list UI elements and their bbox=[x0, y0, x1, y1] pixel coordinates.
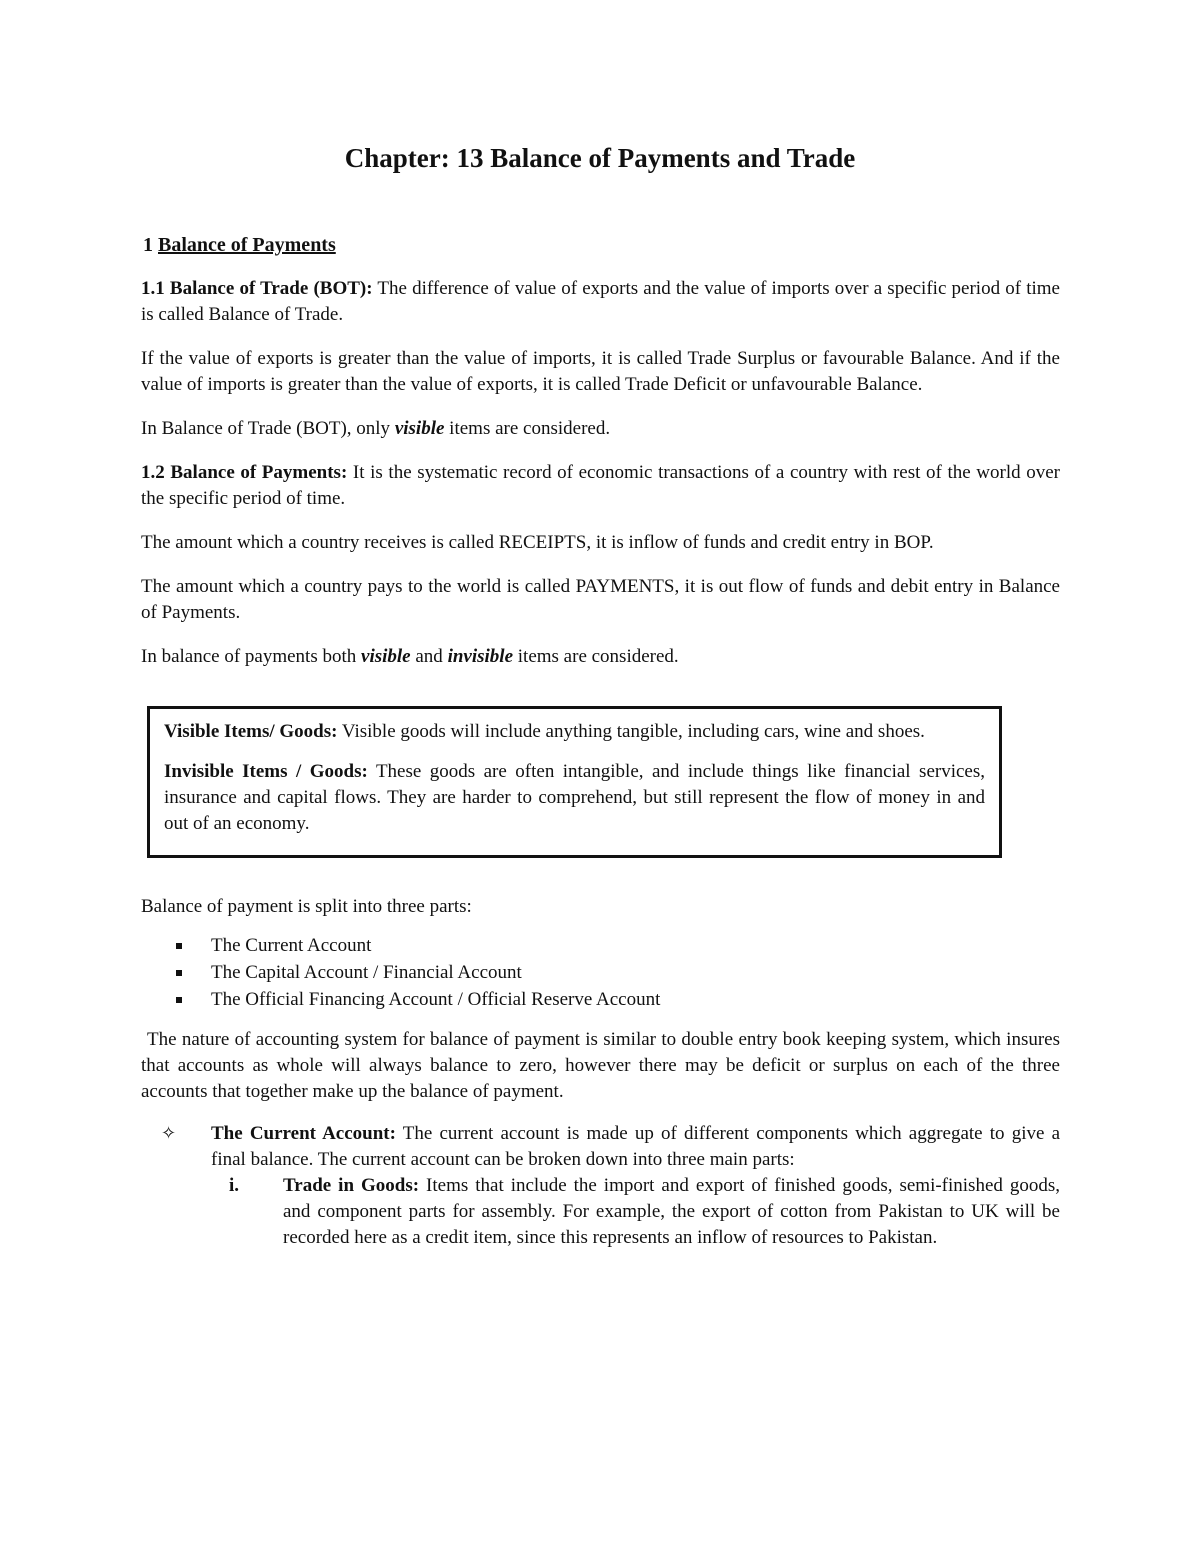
invisible-goods-text: These goods are often intangible, and include things like financial services, insurance and capital flows. They are harder to comprehend, but still represent the flow of money in and out of an economy. bbox=[164, 761, 985, 834]
parts-intro: Balance of payment is split into three parts: bbox=[141, 896, 472, 917]
list-item-label: The Official Financing Account / Official Reserve Account bbox=[211, 989, 661, 1010]
bop-receipts: The amount which a country receives is called RECEIPTS, it is inflow of funds and credit entry in BOP. bbox=[141, 532, 934, 553]
list-item bbox=[141, 986, 1060, 1013]
bot-visible-note bbox=[141, 416, 1060, 442]
invisible-goods-term: Invisible Items / Goods: bbox=[164, 761, 368, 782]
trade-in-goods-term: Trade in Goods: bbox=[283, 1175, 420, 1196]
list-item bbox=[141, 959, 1060, 986]
roman-numeral: i. bbox=[229, 1175, 240, 1196]
nature-paragraph: The nature of accounting system for balance of payment is similar to double entry book keeping system, which insures that accounts as whole will always balance to zero, however there may be deficit or surplus on each of the three accounts that together make up the balance of payment. bbox=[141, 1029, 1060, 1102]
bot-definition bbox=[141, 276, 1060, 328]
bop-payments: The amount which a country pays to the world is called PAYMENTS, it is out flow of funds and debit entry in Balance of Payments. bbox=[141, 576, 1060, 623]
current-account-term: The Current Account: bbox=[211, 1123, 396, 1144]
current-account-text: The current account is made up of different components which aggregate to give a final balance. The current account can be broken down into three main parts: bbox=[211, 1123, 1061, 1170]
trade-in-goods-text: Items that include the import and export of finished goods, semi-finished goods, and component parts for assembly. For example, the export of cotton from Pakistan to UK will be recorded here as a credit item, since this represents an inflow of resources to Pakistan. bbox=[283, 1175, 1061, 1248]
bop-items-note bbox=[141, 644, 1060, 670]
bop-and-word: and bbox=[415, 646, 443, 667]
square-bullet-icon bbox=[176, 943, 182, 949]
trade-in-goods-text-block bbox=[283, 1173, 1060, 1251]
bop-definition-text: It is the systematic record of economic transactions of a country with rest of the world over the specific period of time. bbox=[141, 462, 1060, 509]
bop-definition bbox=[141, 460, 1060, 512]
bop-invisible-word: invisible bbox=[447, 646, 514, 667]
square-bullet-icon bbox=[176, 970, 182, 976]
section-number: 1 bbox=[143, 234, 153, 256]
list-item bbox=[141, 932, 1060, 959]
bot-term: 1.1 Balance of Trade (BOT): bbox=[141, 278, 373, 299]
current-account-item bbox=[141, 1121, 1060, 1251]
bop-visible-word: visible bbox=[361, 646, 411, 667]
bot-definition-text: The difference of value of exports and the value of imports over a specific period of time is called Balance of Trade. bbox=[141, 278, 1060, 325]
bot-visible-post: items are considered. bbox=[449, 418, 611, 439]
bop-both-post: items are considered. bbox=[517, 646, 679, 667]
square-bullet-icon bbox=[176, 997, 182, 1003]
bot-visible-word: visible bbox=[394, 418, 445, 439]
visible-goods-text: Visible goods will include anything tangible, including cars, wine and shoes. bbox=[341, 721, 925, 742]
current-account-text-block bbox=[211, 1121, 1060, 1173]
bop-term: 1.2 Balance of Payments: bbox=[141, 462, 348, 483]
bot-visible-pre: In Balance of Trade (BOT), only bbox=[141, 418, 391, 439]
section-heading bbox=[143, 232, 1060, 258]
diamond-four-icon: ✧ bbox=[161, 1123, 177, 1144]
bop-both-pre: In balance of payments both bbox=[141, 646, 357, 667]
visible-goods-definition bbox=[164, 719, 985, 745]
list-item-label: The Current Account bbox=[211, 935, 372, 956]
page-title: Chapter: 13 Balance of Payments and Trade bbox=[344, 143, 856, 173]
section-title: Balance of Payments bbox=[158, 234, 336, 256]
visible-goods-term: Visible Items/ Goods: bbox=[164, 721, 338, 742]
list-item-label: The Capital Account / Financial Account bbox=[211, 962, 522, 983]
invisible-goods-definition bbox=[164, 759, 985, 837]
parts-list bbox=[141, 932, 1060, 1013]
bot-surplus-deficit: If the value of exports is greater than the value of imports, it is called Trade Surplus or favourable Balance. And if the value of imports is greater than the value of exports, it is called Trade Deficit or unfavourable Balance. bbox=[141, 348, 1060, 395]
document-body bbox=[141, 232, 1060, 1251]
trade-in-goods-item bbox=[141, 1173, 1060, 1251]
goods-definition-box bbox=[147, 706, 1002, 858]
